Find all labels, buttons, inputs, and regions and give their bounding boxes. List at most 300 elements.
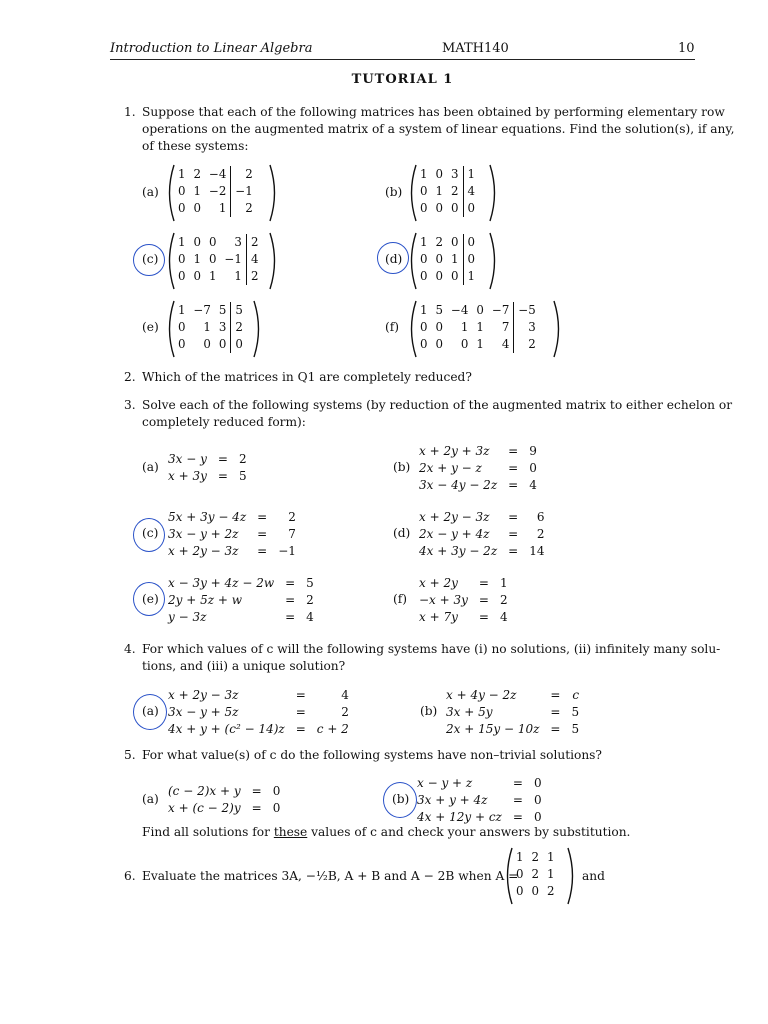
matrix-row xyxy=(416,319,540,336)
equation-row xyxy=(414,792,545,809)
matrix-entry: −2 xyxy=(209,184,227,198)
equation-sign: = xyxy=(251,801,262,815)
q3-e-body xyxy=(165,575,317,626)
matrix-entry: 1 xyxy=(420,235,428,249)
equation-sign: = xyxy=(295,722,306,736)
equation-row xyxy=(416,543,547,560)
equation-sign: = xyxy=(478,576,489,590)
header-course-code: MATH140 xyxy=(442,41,509,56)
q3-number: 3. xyxy=(124,398,136,412)
q3-a-body xyxy=(165,451,250,485)
matrix-entry: 0 xyxy=(463,200,479,217)
equation-lhs: x + 2y xyxy=(419,576,458,590)
matrix-entry: 0 xyxy=(435,201,444,215)
header-page-number: 10 xyxy=(678,41,695,56)
matrix-entry: 3 xyxy=(234,235,242,249)
q3-f-body xyxy=(416,575,511,626)
equation-sign: = xyxy=(217,452,228,466)
q1-c-matrix xyxy=(174,234,262,285)
q5-a-label: (a) xyxy=(142,792,159,806)
matrix-entry: 0 xyxy=(516,867,524,881)
equation-sign: = xyxy=(251,784,262,798)
matrix-entry: 1 xyxy=(178,235,186,249)
q1-e-right-paren xyxy=(252,299,264,359)
equation-lhs: 4x + 12y + cz xyxy=(417,810,502,824)
q4-a-label: (a) xyxy=(142,704,159,718)
q1-f-right-paren xyxy=(552,299,564,359)
matrix-row xyxy=(174,166,257,183)
equation-rhs: 0 xyxy=(533,810,542,824)
matrix-entry: 2 xyxy=(193,167,202,181)
matrix-entry: 1 xyxy=(476,337,484,351)
equation-rhs: 0 xyxy=(529,461,537,475)
matrix-entry: 0 xyxy=(435,167,444,181)
matrix-row xyxy=(174,200,257,217)
matrix-entry: 1 xyxy=(547,867,555,881)
matrix-entry: 2 xyxy=(547,884,555,898)
equation-row xyxy=(165,451,250,468)
equation-lhs: 2x + 15y − 10z xyxy=(446,722,540,736)
equation-sign: = xyxy=(508,544,519,558)
equation-rhs: 0 xyxy=(533,793,542,807)
matrix-entry: 2 xyxy=(435,235,444,249)
equation-rhs: 4 xyxy=(499,610,508,624)
equation-lhs: 4x + y + (c² − 14)z xyxy=(168,722,285,736)
q3-text-line2: completely reduced form): xyxy=(142,415,306,429)
q3-c-label: (c) xyxy=(142,526,159,540)
q1-d-body xyxy=(416,234,479,285)
matrix-row xyxy=(416,251,479,268)
equation-lhs: x + 2y + 3z xyxy=(419,444,490,458)
q1-f-matrix xyxy=(416,302,540,353)
matrix-entry: 1 xyxy=(209,269,217,283)
q3-e-label: (e) xyxy=(142,592,159,606)
q4-number: 4. xyxy=(124,642,136,656)
equation-rhs: 7 xyxy=(288,527,296,541)
matrix-entry: 0 xyxy=(463,234,479,251)
equation-rhs: 6 xyxy=(536,510,545,524)
q5-instruction xyxy=(142,824,630,841)
matrix-entry: 0 xyxy=(420,269,428,283)
matrix-entry: 3 xyxy=(514,319,540,336)
matrix-entry: 5 xyxy=(231,302,247,319)
q3-f-label: (f) xyxy=(393,592,408,606)
matrix-row xyxy=(416,166,479,183)
matrix-entry: 2 xyxy=(246,268,262,285)
equation-sign: = xyxy=(512,793,523,807)
page-title: TUTORIAL 1 xyxy=(351,72,454,87)
equation-row xyxy=(165,783,283,800)
equation-rhs: 14 xyxy=(529,544,545,558)
matrix-entry: 5 xyxy=(435,303,444,317)
equation-lhs: 3x − 4y − 2z xyxy=(419,478,498,492)
q1-e-body xyxy=(174,302,247,353)
matrix-entry: 0 xyxy=(420,337,428,351)
equation-lhs: x + 3y xyxy=(168,469,207,483)
q3-text-line1: Solve each of the following systems (by reduction of the augmented matrix to either echelon or xyxy=(142,398,733,412)
equation-rhs: 2 xyxy=(499,593,508,607)
q3-c-body xyxy=(165,509,299,560)
matrix-entry: 0 xyxy=(516,884,524,898)
q1-a-right-paren xyxy=(268,163,280,223)
matrix-entry: 1 xyxy=(193,184,202,198)
q4-a-body xyxy=(165,687,352,738)
q5-a-body xyxy=(165,783,283,817)
matrix-entry: 3 xyxy=(218,320,227,334)
header-rule xyxy=(110,59,695,60)
q6-body xyxy=(512,849,559,900)
q3-d-label: (d) xyxy=(393,526,411,540)
q5-text: For what value(s) of c do the following systems have non–trivial solutions? xyxy=(142,748,602,762)
matrix-entry: 2 xyxy=(231,319,247,336)
equation-lhs: x + (c − 2)y xyxy=(168,801,241,815)
equation-row xyxy=(416,477,540,494)
matrix-entry: 0 xyxy=(435,320,444,334)
q1-c-body xyxy=(174,234,262,285)
equation-rhs: 4 xyxy=(341,688,349,702)
matrix-entry: 0 xyxy=(193,201,202,215)
matrix-entry: 0 xyxy=(178,252,186,266)
matrix-entry: 0 xyxy=(178,337,186,351)
matrix-entry: 1 xyxy=(420,303,428,317)
matrix-entry: 0 xyxy=(435,337,444,351)
equation-row xyxy=(165,721,352,738)
equation-lhs: 2x + y − z xyxy=(419,461,482,475)
equation-rhs: 5 xyxy=(571,705,580,719)
q6-right-paren xyxy=(566,846,578,906)
matrix-entry: 4 xyxy=(501,337,510,351)
equation-row xyxy=(165,509,299,526)
equation-sign: = xyxy=(508,461,519,475)
matrix-entry: 5 xyxy=(218,303,227,317)
equation-sign: = xyxy=(285,593,296,607)
q1-d-right-paren xyxy=(488,231,500,291)
q6-tail: and xyxy=(582,869,605,883)
q1-e-label: (e) xyxy=(142,320,159,334)
equation-lhs: 4x + 3y − 2z xyxy=(419,544,498,558)
equation-rhs: 2 xyxy=(288,510,296,524)
equation-row xyxy=(165,575,317,592)
matrix-row xyxy=(416,234,479,251)
q5-instruction-emphasis: these xyxy=(273,825,308,839)
matrix-entry: −7 xyxy=(491,303,510,317)
matrix-row xyxy=(174,302,247,319)
equation-sign: = xyxy=(550,722,561,736)
equation-sign: = xyxy=(508,527,519,541)
equation-sign: = xyxy=(257,510,268,524)
q1-number: 1. xyxy=(124,105,136,119)
q3-b-label: (b) xyxy=(393,460,411,474)
matrix-entry: 4 xyxy=(246,251,262,268)
matrix-entry: 1 xyxy=(203,320,211,334)
matrix-entry: 0 xyxy=(178,320,186,334)
equation-row xyxy=(165,526,299,543)
matrix-entry: 0 xyxy=(420,320,428,334)
equation-row xyxy=(443,687,582,704)
equation-sign: = xyxy=(478,593,489,607)
matrix-entry: 0 xyxy=(531,884,540,898)
matrix-entry: 0 xyxy=(218,337,227,351)
q5-b-body xyxy=(414,775,545,826)
equation-rhs: −1 xyxy=(278,544,296,558)
q1-c-label: (c) xyxy=(142,252,159,266)
matrix-entry: 0 xyxy=(463,251,479,268)
equation-rhs: c + 2 xyxy=(316,722,349,736)
equation-row xyxy=(165,468,250,485)
q1-f-label: (f) xyxy=(385,320,400,334)
equation-lhs: 2y + 5z + w xyxy=(168,593,243,607)
matrix-row xyxy=(174,251,262,268)
equation-lhs: 3x + y + 4z xyxy=(417,793,488,807)
equation-sign: = xyxy=(217,469,228,483)
matrix-entry: 1 xyxy=(460,320,469,334)
q3-f-system xyxy=(416,575,511,626)
q3-e-system xyxy=(165,575,317,626)
q6-matrix xyxy=(512,849,559,900)
q1-text-line1: Suppose that each of the following matrices has been obtained by performing elementary row xyxy=(142,105,725,119)
equation-sign: = xyxy=(257,544,268,558)
equation-lhs: x − 3y + 4z − 2w xyxy=(168,576,275,590)
matrix-row xyxy=(174,268,262,285)
equation-rhs: 9 xyxy=(529,444,537,458)
matrix-entry: 0 xyxy=(420,252,428,266)
matrix-entry: 1 xyxy=(451,252,459,266)
equation-lhs: 3x + 5y xyxy=(446,705,493,719)
q5-instruction-pre: Find all solutions for xyxy=(142,825,274,839)
equation-lhs: 3x − y + 5z xyxy=(168,705,239,719)
matrix-entry: 0 xyxy=(476,303,484,317)
equation-lhs: 2x − y + 4z xyxy=(419,527,490,541)
equation-row xyxy=(416,609,511,626)
equation-row xyxy=(416,526,547,543)
matrix-entry: 1 xyxy=(547,850,555,864)
matrix-entry: 4 xyxy=(463,183,479,200)
q1-text-line2: operations on the augmented matrix of a system of linear equations. Find the solution(s), if any, xyxy=(142,122,735,136)
equation-row xyxy=(443,704,582,721)
matrix-entry: 3 xyxy=(451,167,459,181)
q1-a-matrix xyxy=(174,166,257,217)
matrix-entry: 0 xyxy=(435,252,444,266)
equation-rhs: 4 xyxy=(529,478,537,492)
matrix-row xyxy=(416,302,540,319)
matrix-entry: 0 xyxy=(209,252,217,266)
matrix-row xyxy=(174,234,262,251)
equation-rhs: 0 xyxy=(272,784,281,798)
equation-sign: = xyxy=(550,705,561,719)
equation-row xyxy=(165,800,283,817)
matrix-entry: 2 xyxy=(514,336,540,353)
equation-sign: = xyxy=(257,527,268,541)
equation-lhs: x + 4y − 2z xyxy=(446,688,517,702)
q5-b-system xyxy=(414,775,545,826)
matrix-entry: 2 xyxy=(231,200,257,217)
q5-instruction-post: values of c and check your answers by substitution. xyxy=(307,825,631,839)
equation-sign: = xyxy=(512,810,523,824)
matrix-entry: 0 xyxy=(451,235,459,249)
matrix-entry: 0 xyxy=(178,269,186,283)
equation-row xyxy=(165,592,317,609)
matrix-entry: −7 xyxy=(193,303,211,317)
q4-a-system xyxy=(165,687,352,738)
equation-sign: = xyxy=(478,610,489,624)
equation-row xyxy=(416,592,511,609)
equation-rhs: 5 xyxy=(238,469,247,483)
q3-b-system xyxy=(416,443,540,494)
equation-rhs: 2 xyxy=(536,527,545,541)
matrix-row xyxy=(416,200,479,217)
matrix-entry: 0 xyxy=(451,201,459,215)
equation-lhs: x + 7y xyxy=(419,610,458,624)
q3-d-body xyxy=(416,509,547,560)
equation-lhs: x + 2y − 3z xyxy=(419,510,490,524)
q1-b-label: (b) xyxy=(385,185,403,199)
q1-a-body xyxy=(174,166,257,217)
matrix-entry: 1 xyxy=(476,320,484,334)
q3-a-system xyxy=(165,451,250,485)
equation-rhs: c xyxy=(572,688,580,702)
matrix-entry: 0 xyxy=(231,336,247,353)
q1-b-matrix xyxy=(416,166,479,217)
equation-row xyxy=(414,775,545,792)
equation-rhs: 0 xyxy=(533,776,542,790)
equation-sign: = xyxy=(295,688,306,702)
equation-rhs: 5 xyxy=(571,722,580,736)
equation-sign: = xyxy=(285,610,296,624)
equation-lhs: −x + 3y xyxy=(419,593,468,607)
equation-row xyxy=(416,575,511,592)
q1-c-right-paren xyxy=(268,231,280,291)
matrix-row xyxy=(174,319,247,336)
matrix-entry: 2 xyxy=(246,234,262,251)
equation-rhs: 4 xyxy=(306,610,314,624)
q3-c-system xyxy=(165,509,299,560)
matrix-row xyxy=(174,183,257,200)
q5-b-label: (b) xyxy=(392,792,410,806)
matrix-entry: 0 xyxy=(435,269,444,283)
q2-text: Which of the matrices in Q1 are completely reduced? xyxy=(142,370,472,384)
matrix-row xyxy=(512,849,559,866)
matrix-entry: 0 xyxy=(460,337,469,351)
matrix-entry: −1 xyxy=(231,183,257,200)
q6-number: 6. xyxy=(124,869,136,883)
matrix-entry: 0 xyxy=(203,337,211,351)
matrix-entry: 1 xyxy=(463,268,479,285)
equation-sign: = xyxy=(285,576,296,590)
q4-b-system xyxy=(443,687,582,738)
matrix-entry: 1 xyxy=(234,269,242,283)
matrix-row xyxy=(512,866,559,883)
equation-sign: = xyxy=(295,705,306,719)
matrix-entry: 2 xyxy=(231,166,257,183)
equation-rhs: 2 xyxy=(341,705,349,719)
q3-a-label: (a) xyxy=(142,460,159,474)
matrix-entry: 0 xyxy=(178,201,186,215)
q3-b-body xyxy=(416,443,540,494)
equation-lhs: 3x − y + 2z xyxy=(168,527,239,541)
matrix-entry: 7 xyxy=(501,320,510,334)
q1-text-line3: of these systems: xyxy=(142,139,249,153)
matrix-entry: 1 xyxy=(435,184,444,198)
q1-d-matrix xyxy=(416,234,479,285)
matrix-entry: 0 xyxy=(193,235,202,249)
equation-lhs: (c − 2)x + y xyxy=(168,784,241,798)
equation-rhs: 2 xyxy=(306,593,314,607)
equation-row xyxy=(416,509,547,526)
matrix-entry: 2 xyxy=(531,850,540,864)
matrix-entry: 0 xyxy=(420,184,428,198)
equation-sign: = xyxy=(550,688,561,702)
matrix-entry: −4 xyxy=(451,303,469,317)
equation-row xyxy=(416,443,540,460)
q1-a-label: (a) xyxy=(142,185,159,199)
equation-lhs: x + 2y − 3z xyxy=(168,688,239,702)
matrix-entry: 0 xyxy=(420,201,428,215)
q1-e-matrix xyxy=(174,302,247,353)
equation-rhs: 5 xyxy=(306,576,314,590)
equation-lhs: x + 2y − 3z xyxy=(168,544,239,558)
equation-rhs: 1 xyxy=(499,576,508,590)
matrix-entry: −1 xyxy=(224,252,242,266)
matrix-entry: 1 xyxy=(420,167,428,181)
q6-text: Evaluate the matrices 3A, −½B, A + B and A − 2B when A = xyxy=(142,869,519,883)
matrix-row xyxy=(174,336,247,353)
matrix-entry: −4 xyxy=(209,167,227,181)
q5-a-system xyxy=(165,783,283,817)
matrix-entry: 1 xyxy=(193,252,202,266)
equation-lhs: y − 3z xyxy=(168,610,207,624)
matrix-entry: 0 xyxy=(209,235,217,249)
matrix-entry: 1 xyxy=(516,850,524,864)
q4-b-body xyxy=(443,687,582,738)
equation-sign: = xyxy=(508,510,519,524)
q3-d-system xyxy=(416,509,547,560)
equation-sign: = xyxy=(508,478,519,492)
q1-d-label: (d) xyxy=(385,252,403,266)
equation-row xyxy=(165,543,299,560)
matrix-entry: 1 xyxy=(218,201,227,215)
q4-text-line1: For which values of c will the following systems have (i) no solutions, (ii) infinitely many solu- xyxy=(142,642,721,656)
equation-lhs: 5x + 3y − 4z xyxy=(168,510,247,524)
matrix-entry: 2 xyxy=(451,184,459,198)
equation-rhs: 0 xyxy=(272,801,281,815)
matrix-entry: 2 xyxy=(531,867,540,881)
matrix-row xyxy=(512,883,559,900)
q2-number: 2. xyxy=(124,370,136,384)
q1-b-body xyxy=(416,166,479,217)
equation-sign: = xyxy=(512,776,523,790)
matrix-entry: 0 xyxy=(451,269,459,283)
matrix-entry: 0 xyxy=(193,269,202,283)
header-course-title: Introduction to Linear Algebra xyxy=(110,41,313,56)
q1-b-right-paren xyxy=(488,163,500,223)
equation-sign: = xyxy=(508,444,519,458)
equation-row xyxy=(165,704,352,721)
equation-row xyxy=(443,721,582,738)
q4-b-label: (b) xyxy=(420,704,438,718)
q1-f-body xyxy=(416,302,540,353)
equation-rhs: 2 xyxy=(238,452,247,466)
matrix-row xyxy=(416,268,479,285)
matrix-entry: 1 xyxy=(463,166,479,183)
matrix-entry: −5 xyxy=(514,302,540,319)
equation-row xyxy=(165,687,352,704)
equation-lhs: x − y + z xyxy=(417,776,473,790)
matrix-row xyxy=(416,183,479,200)
matrix-entry: 1 xyxy=(178,303,186,317)
equation-row xyxy=(165,609,317,626)
q4-text-line2: tions, and (iii) a unique solution? xyxy=(142,659,346,673)
equation-row xyxy=(416,460,540,477)
